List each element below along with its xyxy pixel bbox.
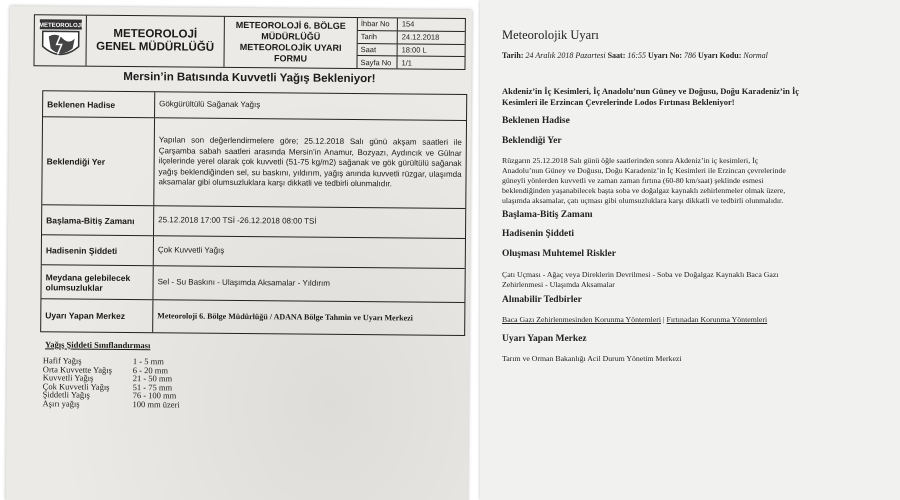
list-item: Orta Kuvvette Yağış 6 - 20 mm bbox=[42, 363, 169, 375]
table-row bbox=[41, 299, 464, 335]
form-line2: MÜDÜRLÜĞÜ bbox=[261, 31, 321, 42]
meta-row: Saat 18:00 L bbox=[358, 44, 465, 58]
form-line1: METEOROLOJİ 6. BÖLGE bbox=[235, 19, 346, 31]
place-text: Rüzgarın 25.12.2018 Salı günü öğle saatlerinden sonra Akdeniz’in iç kesimleri, İç Anadolu’nun Güney ve Doğusu, Doğu Karadeniz’in İç Kesimleri ile Erzincan çevrelerinde güneyli yönlerden kuvvetli ve zaman zaman fırtına (60-80 km/saat) şeklinde esmesi beklendiğinden yaşanabilecek başta soba ve doğalgaz kaynaklı zehirlenmeler olmak üzere, ulaşımda aksamalar, çatı uçması gibi olumsuzluklara karşı dikkatli ve tedbirli olunmalıdır. bbox=[502, 156, 786, 205]
org-line2: GENEL MÜDÜRLÜĞÜ bbox=[96, 40, 215, 54]
row-label: Hadisenin Şiddeti bbox=[42, 235, 154, 265]
logo-text: METEOROLOJİ bbox=[38, 22, 83, 30]
row-value: 25.12.2018 17:00 TSİ -26.12.2018 08:00 TSİ bbox=[158, 215, 317, 226]
form-meta bbox=[357, 18, 464, 69]
row-value: Yapılan son değerlendirmelere göre; 25.12.2018 Salı günü akşam saatleri ile Çarşamba sabah saatleri arasında Mersin’in Anamur, Bozyazı, Aydıncık ve Gülnar ilçelerinde yerel olarak çok kuvvetli (51-75 kg/m2) sağanak ve gök gürültülü sağanak yağış beklendiğinden sel, su baskını, yıldırım, yağış anında kuvvetli rüzgar, ulaşımda aksamalar gibi olumsuzluklara karşı dikkatli ve tedbirli olunmalıdır. bbox=[158, 135, 462, 189]
warning-headline: Akdeniz’in İç Kesimleri, İç Anadolu’nun Güney ve Doğusu, Doğu Karadeniz’in İç Kesimleri ile Erzincan Çevrelerinde Lodos Fırtınası Bekleniyor! bbox=[502, 86, 800, 107]
section-center-heading: Uyarı Yapan Merkez bbox=[502, 334, 587, 344]
list-item: Hafif Yağış 1 - 5 mm bbox=[42, 355, 164, 367]
form-headline: Mersin’in Batısında Kuvvetli Yağış Bekleniyor! bbox=[123, 70, 376, 86]
list-item: Şiddetli Yağış 76 - 100 mm bbox=[42, 389, 177, 401]
warning-meta: Tarih: 24 Aralık 2018 Pazartesi Saat: 16:55 Uyarı No: 786 Uyarı Kodu: Normal bbox=[502, 51, 768, 60]
logo-cell bbox=[34, 15, 86, 65]
link-storm-protection[interactable]: Fırtınadan Korunma Yöntemleri bbox=[666, 315, 768, 324]
table-row bbox=[41, 265, 464, 303]
table-row bbox=[42, 117, 466, 209]
link-separator: | bbox=[663, 315, 665, 324]
left-warning-form bbox=[6, 6, 472, 500]
row-label: Meydana gelebilecek olumsuzluklar bbox=[41, 265, 153, 299]
warning-table bbox=[40, 90, 467, 336]
meta-row: Sayfa No 1/1 bbox=[357, 56, 464, 69]
table-row bbox=[42, 235, 465, 269]
section-risks-heading: Oluşması Muhtemel Riskler bbox=[502, 249, 616, 259]
meta-row: Tarih 24.12.2018 bbox=[358, 31, 465, 45]
row-label: Beklendiği Yer bbox=[42, 117, 155, 205]
meteorology-logo-icon bbox=[38, 18, 82, 62]
form-line3: METEOROLOJİK UYARI bbox=[239, 42, 342, 53]
table-row bbox=[43, 91, 466, 121]
row-value: Gökgürültülü Sağanak Yağış bbox=[159, 99, 261, 110]
table-row bbox=[42, 205, 465, 239]
row-value: Çok Kuvvetli Yağış bbox=[157, 245, 225, 256]
row-value: Sel - Su Baskını - Ulaşımda Aksamalar - Yıldırım bbox=[157, 277, 330, 289]
section-severity-heading: Hadisenin Şiddeti bbox=[502, 229, 575, 239]
severity-list bbox=[42, 356, 180, 408]
row-label: Başlama-Bitiş Zamanı bbox=[42, 205, 154, 235]
list-item: Kuvvetli Yağış 21 - 50 mm bbox=[42, 372, 173, 384]
section-measures-heading: Alınabilir Tedbirler bbox=[502, 295, 582, 305]
section-place-heading: Beklendiği Yer bbox=[502, 136, 562, 146]
right-warning-page bbox=[480, 0, 900, 500]
list-item: Aşırı yağış 100 mm üzeri bbox=[42, 397, 180, 409]
risks-text: Çatı Uçması - Ağaç veya Direklerin Devrilmesi - Soba ve Doğalgaz Kaynaklı Baca Gazı Zehirlenmesi - Ulaşımda Aksamalar bbox=[502, 270, 779, 289]
form-header bbox=[33, 14, 465, 70]
form-line4: FORMU bbox=[274, 53, 308, 64]
section-time-heading: Başlama-Bitiş Zamanı bbox=[502, 210, 593, 220]
org-line1: METEOROLOJİ bbox=[113, 27, 198, 41]
row-label: Beklenen Hadise bbox=[43, 91, 155, 117]
link-gas-poisoning[interactable]: Baca Gazı Zehirlenmesinden Korunma Yöntemleri bbox=[502, 315, 662, 324]
page-title: Meteorolojik Uyarı bbox=[502, 28, 599, 42]
list-item: Çok Kuvvetli Yağış 51 - 75 mm bbox=[42, 380, 173, 392]
row-label: Uyarı Yapan Merkez bbox=[41, 299, 153, 332]
meta-row: İhbar No 154 bbox=[358, 18, 465, 32]
section-event-heading: Beklenen Hadise bbox=[502, 116, 570, 126]
center-text: Tarım ve Orman Bakanlığı Acil Durum Yönetim Merkezi bbox=[502, 354, 682, 363]
severity-title: Yağış Şiddeti Sınıflandırması bbox=[45, 339, 151, 351]
measures-links bbox=[502, 315, 767, 324]
org-name bbox=[86, 16, 224, 67]
row-value: Meteoroloji 6. Bölge Müdürlüğü / ADANA Bölge Tahmin ve Uyarı Merkezi bbox=[157, 311, 413, 323]
form-name bbox=[224, 17, 357, 68]
